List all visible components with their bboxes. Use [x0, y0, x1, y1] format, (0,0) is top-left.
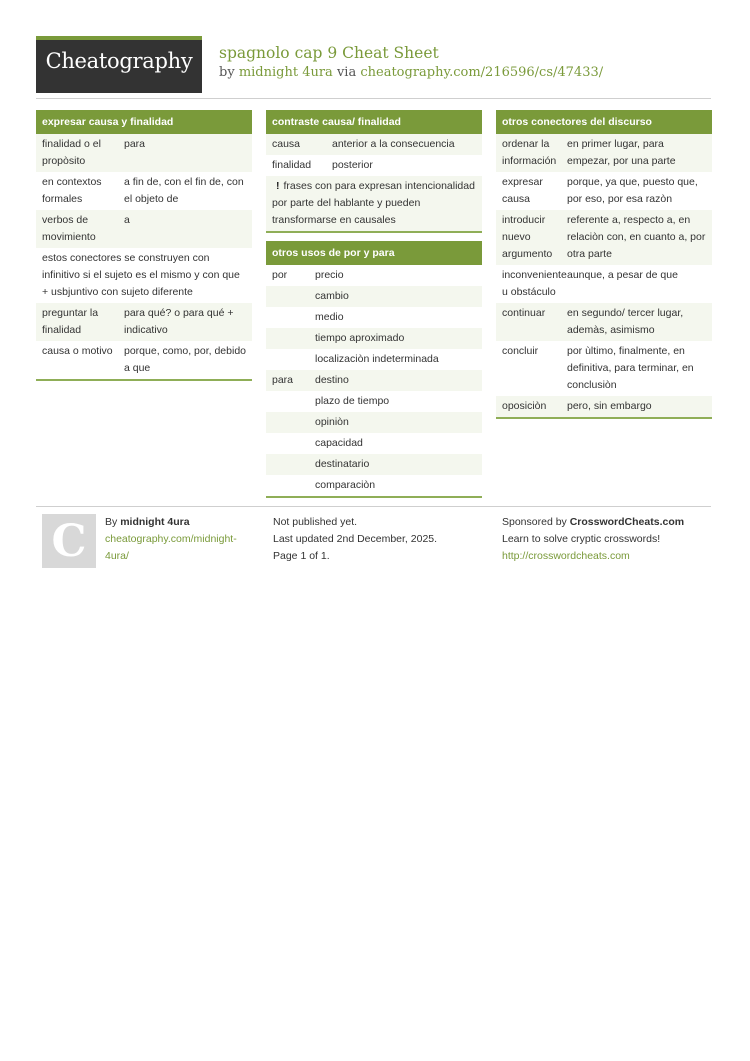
row-key	[272, 309, 315, 326]
avatar-letter: C	[51, 516, 87, 567]
table-row	[496, 303, 712, 341]
table-row	[266, 454, 482, 475]
table-row	[496, 210, 712, 265]
row-value: capacidad	[315, 437, 363, 449]
table-row	[266, 433, 482, 454]
row-value: en primer lugar, para empezar, por una parte	[567, 138, 676, 167]
row-value: por ùltimo, finalmente, en definitiva, para terminar, en conclusiòn	[567, 345, 694, 391]
row-value: a	[124, 214, 130, 226]
footer-by: By	[105, 516, 118, 528]
row-key	[272, 288, 315, 305]
row-key: oposiciòn	[502, 400, 547, 412]
row-value: para	[124, 138, 146, 150]
author-link[interactable]: midnight 4ura	[238, 65, 333, 80]
row-value: precio	[315, 269, 344, 281]
footer-author-url-2[interactable]: 4ura/	[105, 550, 129, 562]
row-key: continuar	[502, 307, 546, 319]
footer-author-name[interactable]: midnight 4ura	[120, 516, 190, 528]
row-value: destinatario	[315, 458, 370, 470]
table-row	[496, 265, 712, 303]
footer-divider	[36, 506, 711, 507]
row-key: causa o motivo	[42, 345, 113, 357]
column-1	[36, 110, 252, 389]
row-value: cambio	[315, 290, 349, 302]
table-row	[36, 341, 252, 379]
table-row	[266, 391, 482, 412]
row-value: para qué? o para qué + indicativo	[124, 307, 234, 336]
table-row	[266, 328, 482, 349]
table-row	[496, 134, 712, 172]
table-row	[266, 475, 482, 496]
box-contraste	[266, 110, 482, 233]
row-value: anterior a la consecuencia	[332, 138, 455, 150]
row-value: opiniòn	[315, 416, 349, 428]
row-key: para	[272, 374, 294, 386]
sheet-url-link[interactable]: cheatography.com/216596/cs/47433/	[360, 65, 604, 80]
page-number: Page 1 of 1.	[273, 550, 330, 562]
row-value: a fin de, con el fin de, con el objeto de	[124, 176, 244, 205]
row-key: causa	[272, 138, 301, 150]
box-heading: contraste causa/ finalidad	[266, 110, 482, 134]
table-row	[36, 303, 252, 341]
row-value: destino	[315, 374, 349, 386]
table-row	[266, 134, 482, 155]
row-value: porque, ya que, puesto que, por eso, por esa razòn	[567, 176, 698, 205]
box-heading: expresar causa y finalidad	[36, 110, 252, 134]
sponsor-url-link[interactable]: http://crosswordcheats.com	[502, 550, 630, 562]
sponsor-name[interactable]: CrosswordCheats.com	[569, 516, 685, 528]
row-value: referente a, respecto a, en relaciòn con, en cuanto a, por otra parte	[567, 214, 706, 260]
table-row	[266, 370, 482, 391]
table-row	[496, 341, 712, 396]
sponsor-tagline: Learn to solve cryptic crosswords!	[502, 533, 661, 545]
box-heading: otros conectores del discurso	[496, 110, 712, 134]
byline	[219, 65, 603, 80]
table-row	[496, 396, 712, 417]
row-key: inconveniente u obstáculo	[502, 269, 567, 298]
note-text: frases con para expresan intencionalidad por parte del hablante y pueden transformarse en causales	[272, 180, 475, 226]
row-key: en contextos formales	[42, 176, 102, 205]
row-key: introducir nuevo argumento	[502, 214, 553, 260]
box-note: estos conectores se construyen con infinitivo si el sujeto es el mismo y con que + usbjuntivo con sujeto diferente	[36, 248, 252, 303]
sponsor-prefix: Sponsored by	[502, 516, 567, 528]
row-key: finalidad o el propòsito	[42, 138, 101, 167]
table-row	[496, 172, 712, 210]
row-key: finalidad	[272, 159, 312, 171]
row-key: verbos de movimiento	[42, 214, 96, 243]
header-divider	[36, 98, 711, 99]
row-key	[272, 330, 315, 347]
table-row	[36, 210, 252, 248]
warning-icon: !	[276, 180, 280, 192]
row-key	[272, 435, 315, 452]
row-value: medio	[315, 311, 344, 323]
column-3	[496, 110, 712, 427]
table-row	[266, 412, 482, 433]
byline-by: by	[219, 65, 235, 80]
table-row	[266, 307, 482, 328]
cheatography-logo[interactable]	[36, 36, 202, 93]
table-row	[36, 172, 252, 210]
table-row	[266, 286, 482, 307]
row-value: localizaciòn indeterminada	[315, 353, 439, 365]
table-row	[266, 155, 482, 176]
logo-text: Cheatography	[45, 49, 193, 73]
row-value: aunque, a pesar de que	[567, 269, 678, 281]
box-por-para	[266, 241, 482, 498]
byline-via: via	[336, 65, 357, 80]
table-row	[36, 134, 252, 172]
row-key	[272, 477, 315, 494]
box-note	[266, 176, 482, 231]
row-value: comparaciòn	[315, 479, 376, 491]
row-value: tiempo aproximado	[315, 332, 405, 344]
box-expresar-causa	[36, 110, 252, 381]
logo-accent-bar	[36, 36, 202, 40]
box-heading: otros usos de por y para	[266, 241, 482, 265]
row-key: expresar causa	[502, 176, 543, 205]
last-updated: Last updated 2nd December, 2025.	[273, 533, 438, 545]
published-status: Not published yet.	[273, 516, 358, 528]
table-row	[266, 265, 482, 286]
row-key: por	[272, 269, 288, 281]
page-title: spagnolo cap 9 Cheat Sheet	[219, 44, 439, 62]
row-value: plazo de tiempo	[315, 395, 390, 407]
row-key	[272, 456, 315, 473]
footer-author-url-1[interactable]: cheatography.com/midnight-	[105, 533, 237, 545]
row-key: concluir	[502, 345, 539, 357]
row-key: ordenar la información	[502, 138, 557, 167]
row-value: en segundo/ tercer lugar, ademàs, asimismo	[567, 307, 684, 336]
row-value: pero, sin embargo	[567, 400, 652, 412]
footer-status	[273, 514, 483, 565]
column-2	[266, 110, 482, 506]
row-value: porque, como, por, debido a que	[124, 345, 247, 374]
row-key	[272, 393, 315, 410]
author-avatar[interactable]	[42, 514, 96, 568]
row-key: preguntar la finalidad	[42, 307, 99, 336]
footer-author	[105, 514, 255, 565]
footer-sponsor	[502, 514, 712, 565]
row-value: posterior	[332, 159, 373, 171]
row-key	[272, 351, 315, 368]
box-otros-conectores	[496, 110, 712, 419]
table-row	[266, 349, 482, 370]
row-key	[272, 414, 315, 431]
